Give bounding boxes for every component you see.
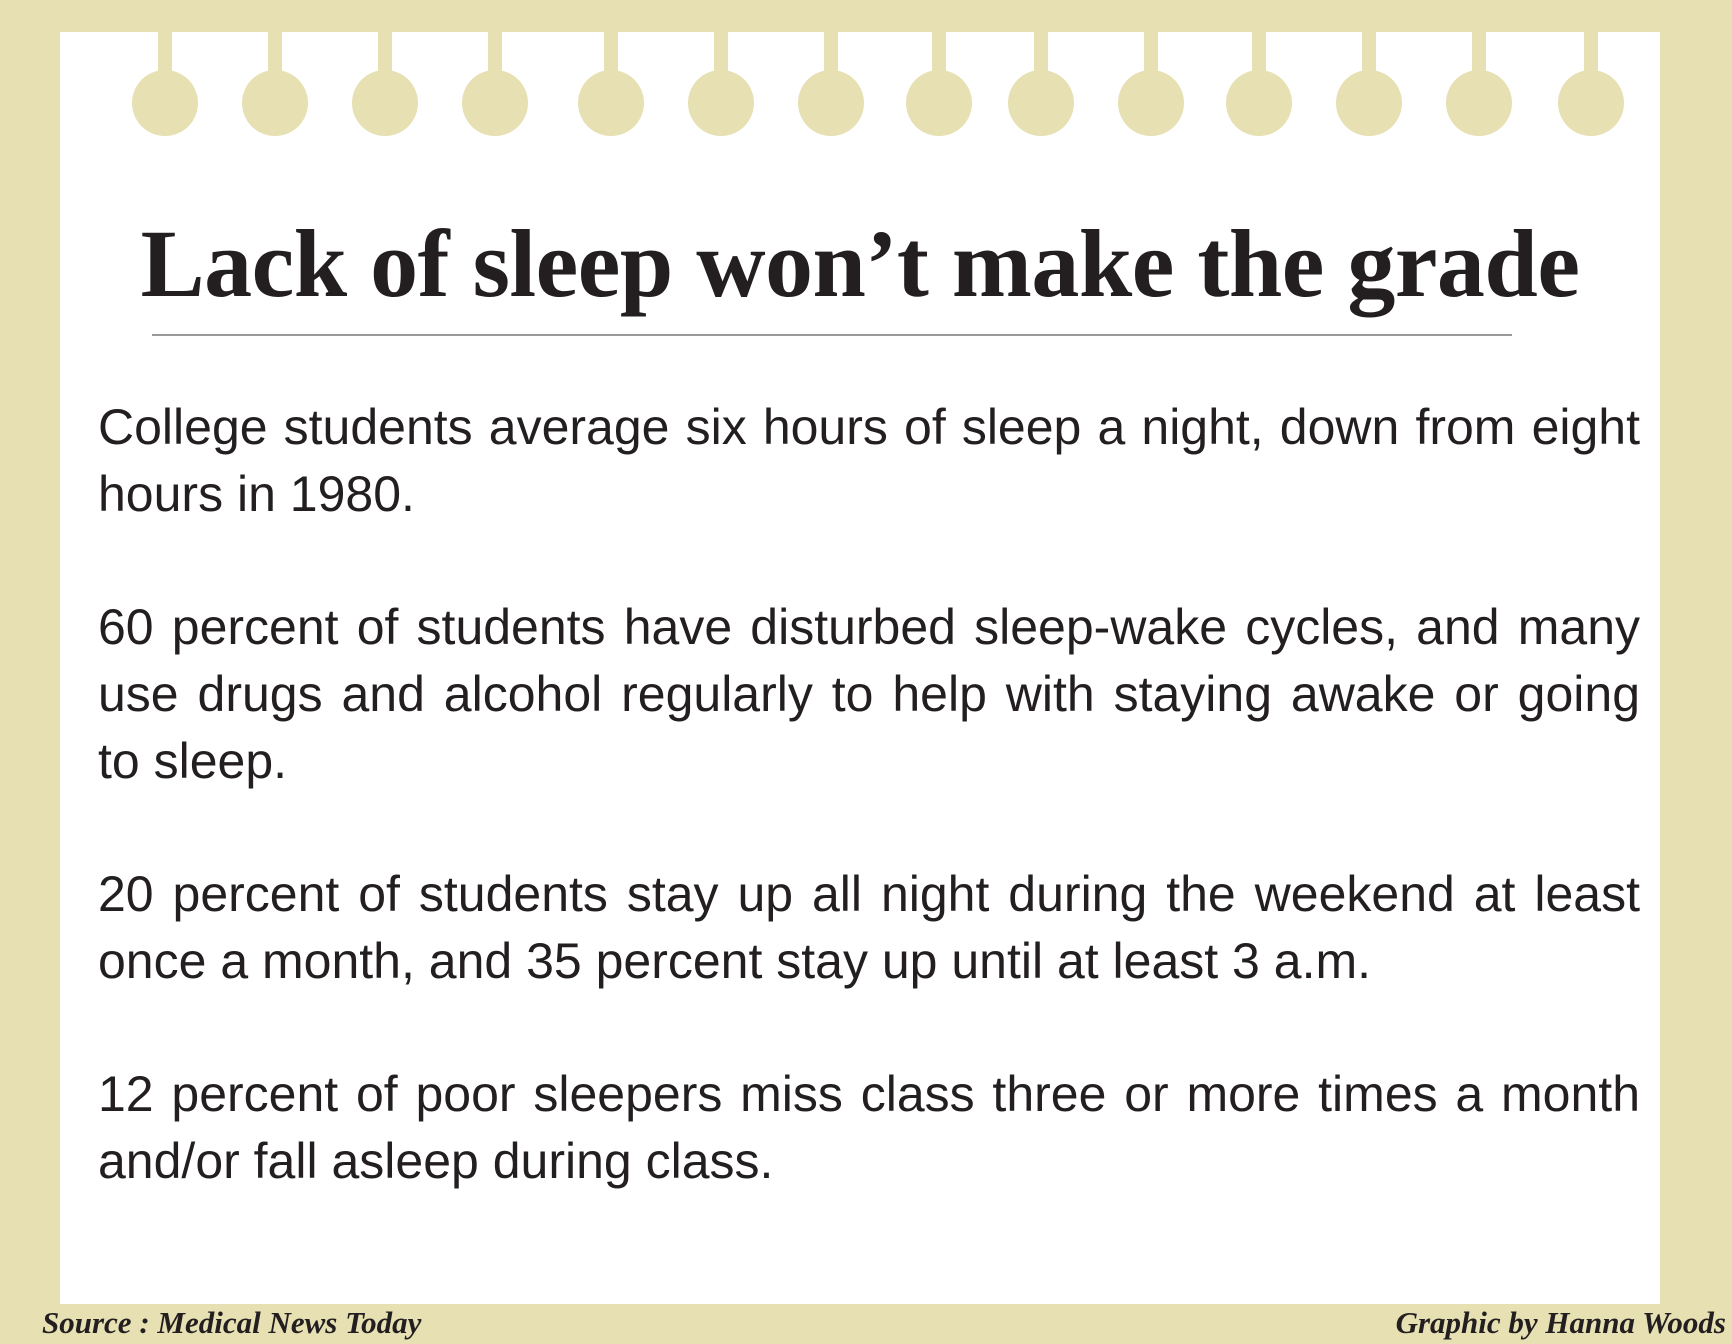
binding-hole-icon (798, 32, 864, 172)
fact-paragraph: 12 percent of poor sleepers miss class three or more times a month and/or fall asleep during class. (98, 1066, 1640, 1189)
fact-paragraph: College students average six hours of sleep a night, down from eight hours in 1980. (98, 399, 1640, 522)
binding-hole-icon (1226, 32, 1292, 172)
graphic-title: Lack of sleep won’t make the grade (140, 210, 1580, 317)
binding-hole-icon (132, 32, 198, 172)
binding-hole-icon (1558, 32, 1624, 172)
fact-paragraph: 60 percent of students have disturbed sleep-wake cycles, and many use drugs and alcohol regularly to help with staying awake or going to sleep. (98, 599, 1640, 789)
notepad-sheet (60, 32, 1660, 1304)
fact-paragraph: 20 percent of students stay up all night during the weekend at least once a month, and 35 percent stay up until at least 3 a.m. (98, 866, 1640, 989)
binding-hole-icon (1118, 32, 1184, 172)
binding-hole-icon (578, 32, 644, 172)
title-underline (152, 334, 1512, 336)
binding-hole-icon (242, 32, 308, 172)
graphic-credit: Graphic by Hanna Woods (1395, 1305, 1726, 1340)
notepad-binding (60, 32, 1660, 182)
binding-hole-icon (906, 32, 972, 172)
binding-hole-icon (1446, 32, 1512, 172)
binding-hole-icon (462, 32, 528, 172)
binding-hole-icon (1336, 32, 1402, 172)
binding-hole-icon (688, 32, 754, 172)
binding-hole-icon (352, 32, 418, 172)
source-credit: Source : Medical News Today (42, 1305, 422, 1340)
binding-hole-icon (1008, 32, 1074, 172)
facts-list (98, 394, 1640, 1261)
